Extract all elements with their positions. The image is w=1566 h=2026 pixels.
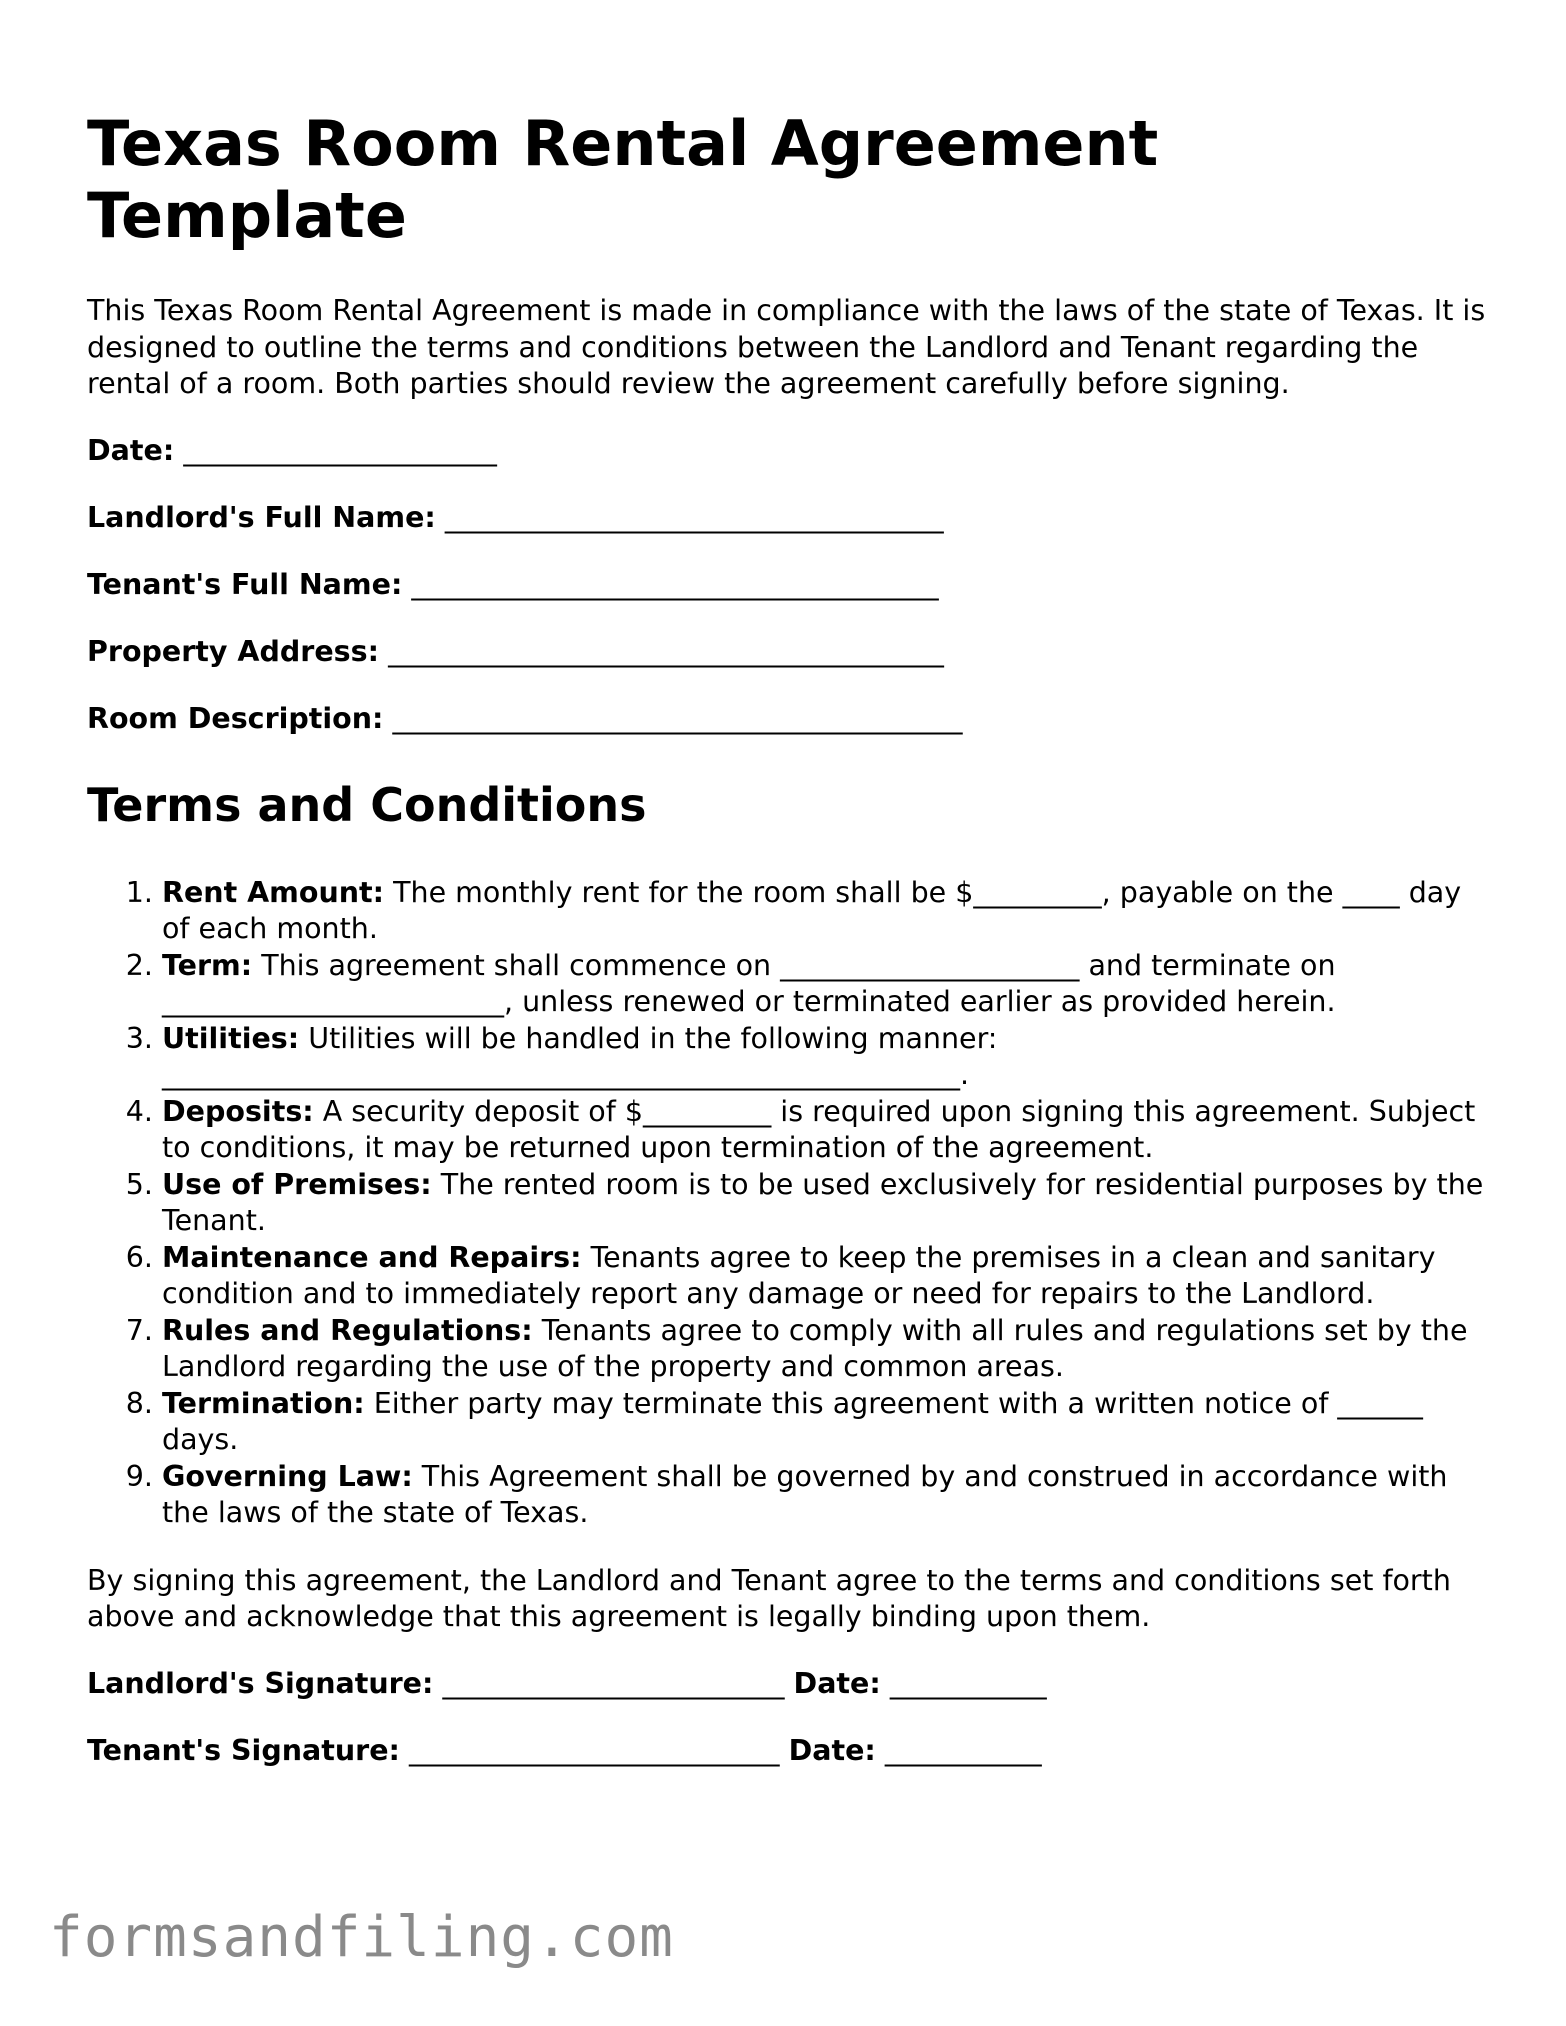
field-blank: ___________________________________ bbox=[444, 500, 944, 534]
term-label: Utilities: bbox=[162, 1021, 300, 1055]
term-label: Rent Amount: bbox=[162, 875, 385, 909]
watermark: formsandfiling.com bbox=[49, 1905, 674, 1970]
field-blank: _______________________________________ bbox=[388, 634, 944, 668]
document-page bbox=[87, 108, 1487, 1769]
field-blank: ______________________ bbox=[183, 433, 497, 467]
term-text: The rented room is to be used exclusively for residential purposes by the Tenant. bbox=[162, 1167, 1484, 1237]
date-label: Date: bbox=[788, 1733, 876, 1767]
term-label: Termination: bbox=[162, 1386, 365, 1420]
term-label: Maintenance and Repairs: bbox=[162, 1240, 582, 1274]
term-label: Governing Law: bbox=[162, 1459, 413, 1493]
term-use-of-premises bbox=[162, 1167, 1487, 1240]
date-blank: ___________ bbox=[889, 1666, 1047, 1700]
signature-label: Tenant's Signature: bbox=[87, 1733, 400, 1767]
term-text: Either party may terminate this agreement with a written notice of ______ days. bbox=[162, 1386, 1423, 1456]
terms-list bbox=[87, 875, 1487, 1532]
closing-paragraph: By signing this agreement, the Landlord and Tenant agree to the terms and conditions set forth above and acknowledge that this agreement is legally binding upon them. bbox=[87, 1563, 1451, 1633]
field-label: Property Address: bbox=[87, 634, 379, 668]
term-text: This agreement shall commence on _____________________ and terminate on ________________________, unless renewed or terminated earlier as provided herein. bbox=[162, 948, 1336, 1018]
field-label: Tenant's Full Name: bbox=[87, 567, 403, 601]
term-text: A security deposit of $_________ is required upon signing this agreement. Subject to conditions, it may be returned upon termination of the agreement. bbox=[162, 1094, 1476, 1164]
date-blank: ___________ bbox=[884, 1733, 1042, 1767]
field-blank: _____________________________________ bbox=[411, 567, 939, 601]
term-termination bbox=[162, 1386, 1487, 1459]
term-deposits bbox=[162, 1094, 1487, 1167]
signature-blank: __________________________ bbox=[409, 1733, 780, 1767]
term-rules-and-regulations bbox=[162, 1313, 1487, 1386]
term-text: Tenants agree to keep the premises in a clean and sanitary condition and to immediately report any damage or need for repairs to the Landlord. bbox=[162, 1240, 1436, 1310]
term-maintenance-and-repairs bbox=[162, 1240, 1487, 1313]
field-label: Date: bbox=[87, 433, 175, 467]
field-landlord-name bbox=[87, 500, 1487, 536]
date-label: Date: bbox=[793, 1666, 881, 1700]
term-label: Use of Premises: bbox=[162, 1167, 432, 1201]
term-utilities bbox=[162, 1021, 1487, 1094]
term-text: This Agreement shall be governed by and construed in accordance with the laws of the state of Texas. bbox=[162, 1459, 1448, 1529]
term-label: Rules and Regulations: bbox=[162, 1313, 533, 1347]
document-title: Texas Room Rental Agreement Template bbox=[87, 107, 1159, 252]
term-label: Deposits: bbox=[162, 1094, 314, 1128]
term-text: Tenants agree to comply with all rules and regulations set by the Landlord regarding the use of the property and common areas. bbox=[162, 1313, 1468, 1383]
field-label: Room Description: bbox=[87, 701, 384, 735]
field-property-address bbox=[87, 634, 1487, 670]
terms-heading: Terms and Conditions bbox=[87, 777, 647, 832]
field-date bbox=[87, 433, 1487, 469]
intro-paragraph: This Texas Room Rental Agreement is made in compliance with the laws of the state of Texas. It is designed to outline the terms and conditions between the Landlord and Tenant regarding the rental of a room. Both parties should review the agreement carefully before signing. bbox=[87, 294, 1486, 400]
field-label: Landlord's Full Name: bbox=[87, 500, 436, 534]
field-tenant-name bbox=[87, 567, 1487, 603]
term-governing-law bbox=[162, 1459, 1487, 1532]
term-rent-amount bbox=[162, 875, 1487, 948]
term-label: Term: bbox=[162, 948, 253, 982]
signature-blank: ________________________ bbox=[442, 1666, 785, 1700]
term-term bbox=[162, 948, 1487, 1021]
landlord-signature-line bbox=[87, 1666, 1487, 1702]
field-room-description bbox=[87, 701, 1487, 737]
tenant-signature-line bbox=[87, 1733, 1487, 1769]
field-blank: ________________________________________ bbox=[392, 701, 963, 735]
term-text: The monthly rent for the room shall be $_________, payable on the ____ day of each month. bbox=[162, 875, 1462, 945]
signature-label: Landlord's Signature: bbox=[87, 1666, 434, 1700]
term-text: Utilities will be handled in the following manner: ________________________________________________________. bbox=[162, 1021, 998, 1091]
